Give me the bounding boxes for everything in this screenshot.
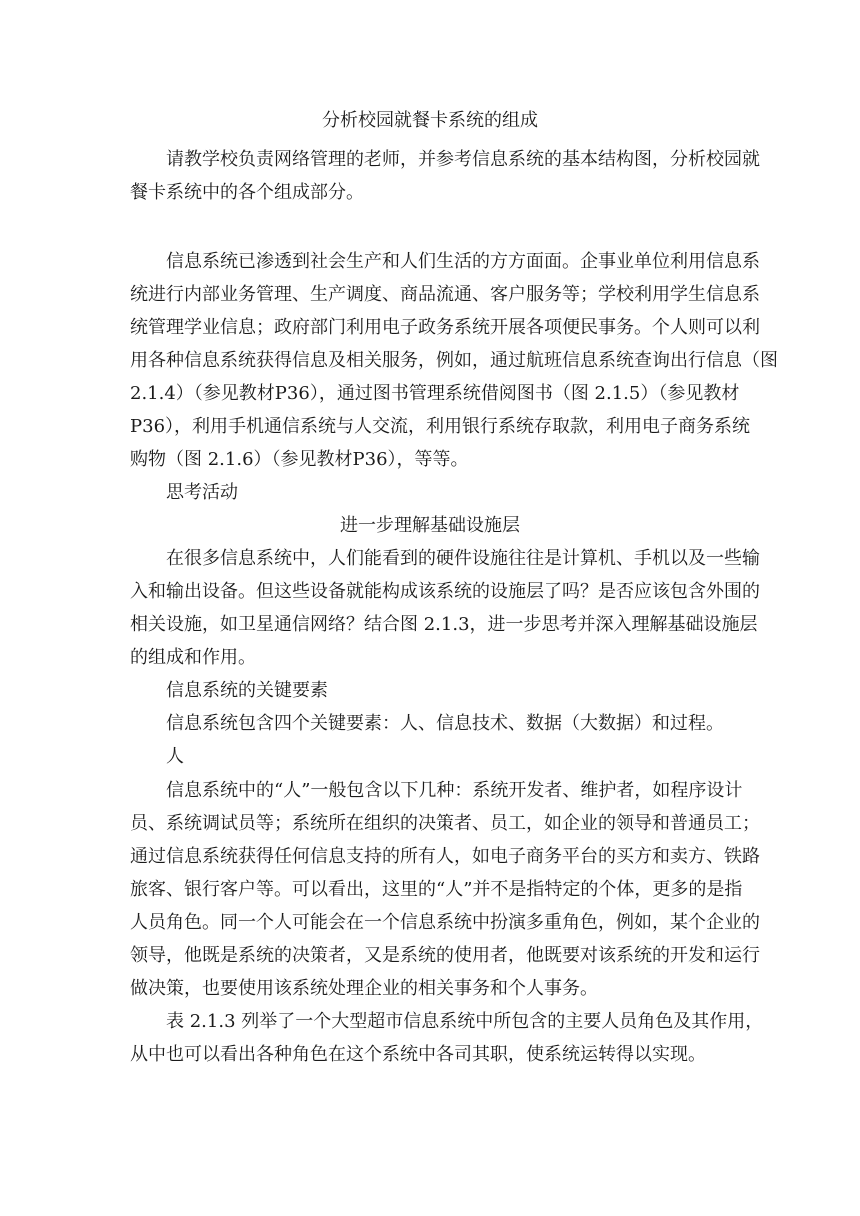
paragraph-line: 用各种信息系统获得信息及相关服务，例如，通过航班信息系统查询出行信息（图 <box>130 350 778 371</box>
heading-person: 人 <box>166 746 184 767</box>
paragraph-line: 的组成和作用。 <box>130 647 256 668</box>
paragraph-line: 人员角色。同一个人可能会在一个信息系统中扮演多重角色，例如，某个企业的 <box>130 912 760 933</box>
paragraph-line: 统进行内部业务管理、生产调度、商品流通、客户服务等；学校利用学生信息系 <box>130 284 760 305</box>
paragraph-line: 领导，他既是系统的决策者，又是系统的使用者，他既要对该系统的开发和运行 <box>130 945 760 966</box>
section-title-infrastructure: 进一步理解基础设施层 <box>340 515 520 536</box>
paragraph-line: 做决策，也要使用该系统处理企业的相关事务和个人事务。 <box>130 978 598 999</box>
paragraph-line: 在很多信息系统中，人们能看到的硬件设施往往是计算机、手机以及一些输 <box>166 548 760 569</box>
paragraph-line: 信息系统中的“人”一般包含以下几种：系统开发者、维护者，如程序设计 <box>166 780 743 801</box>
paragraph-line: 统管理学业信息；政府部门利用电子政务系统开展各项便民事务。个人则可以利 <box>130 317 760 338</box>
paragraph-line: 信息系统已渗透到社会生产和人们生活的方方面面。企事业单位利用信息系 <box>166 251 760 272</box>
paragraph-line: 员、系统调试员等；系统所在组织的决策者、员工，如企业的领导和普通员工； <box>130 813 760 834</box>
paragraph-line: 餐卡系统中的各个组成部分。 <box>130 182 364 203</box>
paragraph-line: P36），利用手机通信系统与人交流，利用银行系统存取款，利用电子商务系统 <box>130 416 751 437</box>
paragraph-line: 2.1.4）（参见教材P36），通过图书管理系统借阅图书（图 2.1.5）（参见教材 <box>130 383 740 404</box>
paragraph-line: 从中也可以看出各种角色在这个系统中各司其职，使系统运转得以实现。 <box>130 1044 706 1065</box>
heading-key-elements: 信息系统的关键要素 <box>166 680 328 701</box>
heading-think-activity: 思考活动 <box>166 482 238 503</box>
paragraph-line: 旅客、银行客户等。可以看出，这里的“人”并不是指特定的个体，更多的是指 <box>130 879 743 900</box>
paragraph-line: 入和输出设备。但这些设备就能构成该系统的设施层了吗？是否应该包含外围的 <box>130 581 760 602</box>
paragraph-line: 相关设施，如卫星通信网络？结合图 2.1.3，进一步思考并深入理解基础设施层 <box>130 614 758 635</box>
section-title-canteen-card: 分析校园就餐卡系统的组成 <box>322 110 538 131</box>
paragraph-line: 请教学校负责网络管理的老师，并参考信息系统的基本结构图，分析校园就 <box>166 149 760 170</box>
paragraph-line: 信息系统包含四个关键要素：人、信息技术、数据（大数据）和过程。 <box>166 713 724 734</box>
paragraph-line: 购物（图 2.1.6）（参见教材P36），等等。 <box>130 449 469 470</box>
paragraph-line: 表 2.1.3 列举了一个大型超市信息系统中所包含的主要人员角色及其作用， <box>166 1011 764 1032</box>
paragraph-line: 通过信息系统获得任何信息支持的所有人，如电子商务平台的买方和卖方、铁路 <box>130 846 760 867</box>
